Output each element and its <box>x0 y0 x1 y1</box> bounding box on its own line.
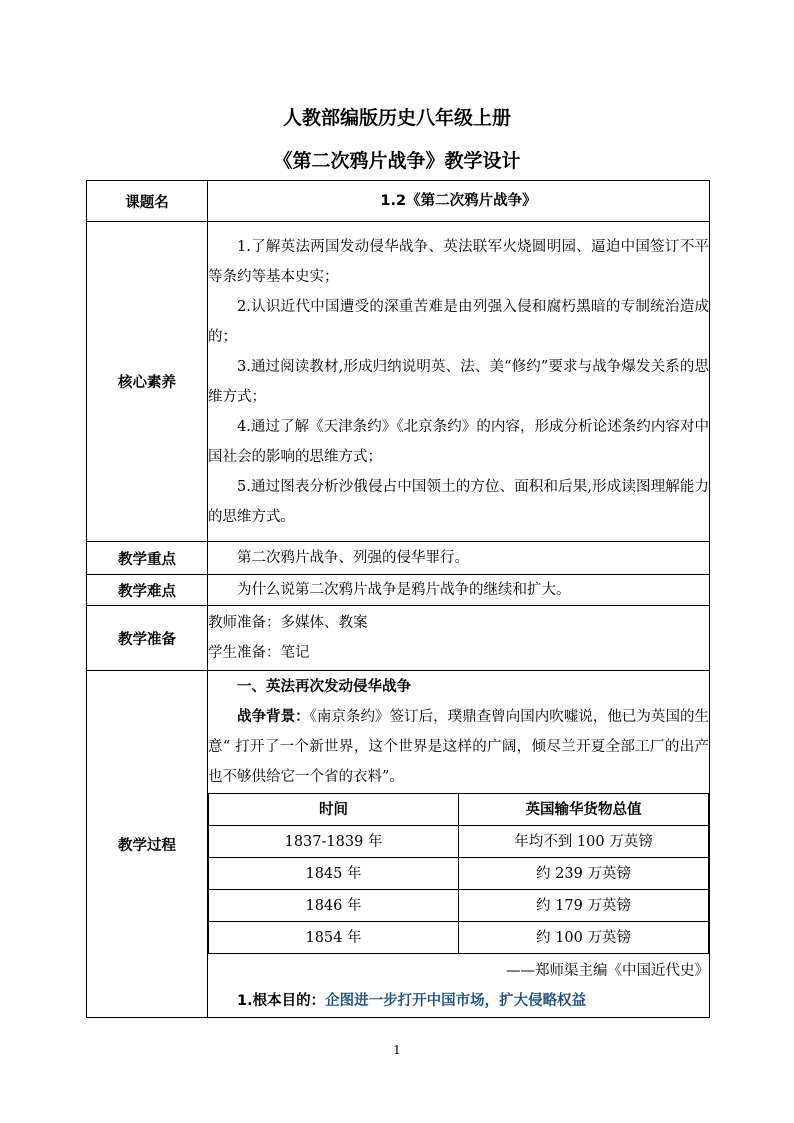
background-text: 《南京条约》签订后，璞鼎查曾向国内吹嘘说，他已为英国的生意“ 打开了一个新世界，这个世界是这样的广阔，倾尽兰开夏全部工厂的出产也不够供给它一个省的衣料”。 <box>208 709 710 785</box>
row-difficulty <box>87 575 710 606</box>
student-prep: 学生准备：笔记 <box>208 645 310 661</box>
value-topic: 1.2《第二次鸦片战争》 <box>208 181 710 222</box>
label-topic: 课题名 <box>87 181 208 222</box>
core-item: 3.通过阅读教材,形成归纳说明英、法、美“修约”要求与战争爆发关系的思维方式； <box>208 358 709 405</box>
table-header: 英国输华货物总值 <box>459 794 709 826</box>
lesson-plan-table <box>86 180 710 1018</box>
table-cell: 约 179 万英镑 <box>459 890 709 922</box>
core-item: 4.通过了解《天津条约》《北京条约》的内容，形成分析论述条约内容对中国社会的影响的思维方式； <box>208 418 709 465</box>
row-key-point <box>87 542 710 575</box>
table-cell: 1854 年 <box>209 922 459 954</box>
table-row <box>209 922 709 954</box>
value-difficulty <box>208 575 710 606</box>
row-topic <box>87 181 710 222</box>
purpose-text: 企图进一步打开中国市场，扩大侵略权益 <box>325 993 587 1009</box>
row-core <box>87 222 710 542</box>
document-title: 人教部编版历史八年级上册 <box>282 107 511 129</box>
core-item: 1.了解英法两国发动侵华战争、英法联军火烧圆明园、逼迫中国签订不平等条约等基本史实； <box>208 238 709 285</box>
table-cell: 1837-1839 年 <box>209 826 459 858</box>
table-row <box>209 858 709 890</box>
table-cell: 1846 年 <box>209 890 459 922</box>
purpose-paragraph <box>208 986 709 1016</box>
table-header: 时间 <box>209 794 459 826</box>
section-title: 一、英法再次发动侵华战争 <box>237 679 411 695</box>
table-cell: 1845 年 <box>209 858 459 890</box>
table-cell: 约 239 万英镑 <box>459 858 709 890</box>
background-label: 战争背景： <box>237 709 310 725</box>
label-process: 教学过程 <box>87 671 208 1018</box>
difficulty-text: 为什么说第二次鸦片战争是鸦片战争的继续和扩大。 <box>237 582 571 598</box>
label-core: 核心素养 <box>87 222 208 542</box>
background-paragraph <box>208 702 709 792</box>
value-preparation <box>208 606 710 671</box>
document-subtitle: 《第二次鸦片战争》教学设计 <box>273 150 521 172</box>
source-citation: ——郑师渠主编《中国近代史》 <box>506 963 709 979</box>
value-process <box>208 671 710 1018</box>
label-preparation: 教学准备 <box>87 606 208 671</box>
key-point-text: 第二次鸦片战争、列强的侵华罪行。 <box>237 550 469 566</box>
core-item: 5.通过图表分析沙俄侵占中国领土的方位、面积和后果,形成读图理解能力的思维方式。 <box>208 478 709 525</box>
purpose-label: 1.根本目的： <box>237 993 326 1009</box>
row-preparation <box>87 606 710 671</box>
row-process <box>87 671 710 1018</box>
table-row <box>209 826 709 858</box>
teacher-prep: 教师准备：多媒体、教案 <box>208 615 368 631</box>
label-key-point: 教学重点 <box>87 542 208 575</box>
table-cell: 年均不到 100 万英镑 <box>459 826 709 858</box>
value-core <box>208 222 710 542</box>
table-cell: 约 100 万英镑 <box>459 922 709 954</box>
table-header-row <box>209 794 709 826</box>
core-item: 2.认识近代中国遭受的深重苦难是由列强入侵和腐朽黑暗的专制统治造成的； <box>208 298 709 345</box>
label-difficulty: 教学难点 <box>87 575 208 606</box>
export-value-table <box>208 793 709 954</box>
value-key-point <box>208 542 710 575</box>
page-number: 1 <box>393 1043 401 1057</box>
table-row <box>209 890 709 922</box>
